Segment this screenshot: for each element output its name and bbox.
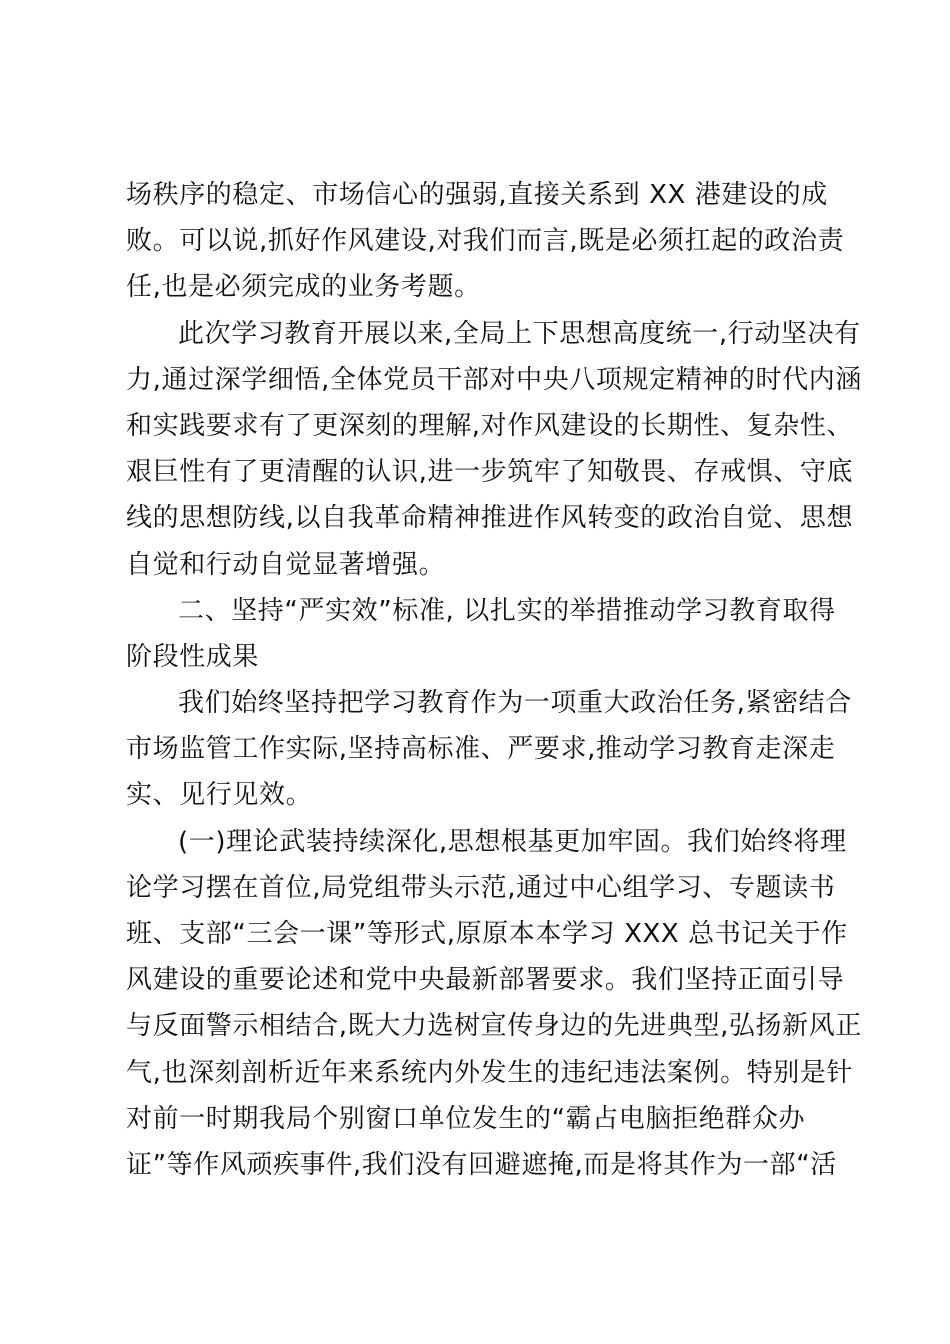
- text-line: 艰巨性有了更清醒的认识,进一步筑牢了知敬畏、存戒惧、守底: [126, 457, 854, 488]
- text-line: 我们始终坚持把学习教育作为一项重大政治任务,紧密结合: [178, 688, 852, 719]
- text-line: 二、坚持“严实效”标准, 以扎实的举措推动学习教育取得: [178, 595, 836, 626]
- text-line: 论学习摆在首位,局党组带头示范,通过中心组学习、专题读书: [126, 872, 836, 903]
- text-line: 气,也深刻剖析近年来系统内外发生的违纪违法案例。特别是针: [126, 1057, 854, 1088]
- text-line: 线的思想防线,以自我革命精神推进作风转变的政治自觉、思想: [126, 503, 854, 534]
- text-line: 和实践要求有了更深刻的理解,对作风建设的长期性、复杂性、: [126, 410, 854, 441]
- text-line: 实、见行见效。: [126, 780, 313, 811]
- text-line: 证”等作风顽疾事件,我们没有回避遮掩,而是将其作为一部“活: [126, 1149, 837, 1180]
- text-line: 与反面警示相结合,既大力选树宣传身边的先进典型,弘扬新风正: [126, 1011, 862, 1042]
- text-line: (一)理论武装持续深化,思想根基更加牢固。我们始终将理: [178, 826, 847, 857]
- text-line: 自觉和行动自觉显著增强。: [126, 549, 446, 580]
- text-line: 场秩序的稳定、市场信心的强弱,直接关系到 XX 港建设的成: [126, 180, 828, 210]
- text-line: 对前一时期我局个别窗口单位发生的“霸占电脑拒绝群众办: [126, 1103, 806, 1134]
- document-body: [126, 172, 862, 1188]
- text-line: 力,通过深学细悟,全体党员干部对中央八项规定精神的时代内涵: [126, 364, 862, 395]
- text-line: 败。可以说,抓好作风建设,对我们而言,既是必须扛起的政治责: [126, 226, 845, 257]
- text-line: 市场监管工作实际,坚持高标准、严要求,推动学习教育走深走: [126, 734, 836, 765]
- text-line: 此次学习教育开展以来,全局上下思想高度统一,行动坚决有: [178, 318, 861, 349]
- text-line: 阶段性成果: [126, 641, 260, 672]
- text-line: 任,也是必须完成的业务考题。: [126, 272, 481, 303]
- text-line: 班、支部“三会一课”等形式,原原本本学习 XXX 总书记关于作: [126, 919, 848, 949]
- text-line: 风建设的重要论述和党中央最新部署要求。我们坚持正面引导: [126, 965, 845, 996]
